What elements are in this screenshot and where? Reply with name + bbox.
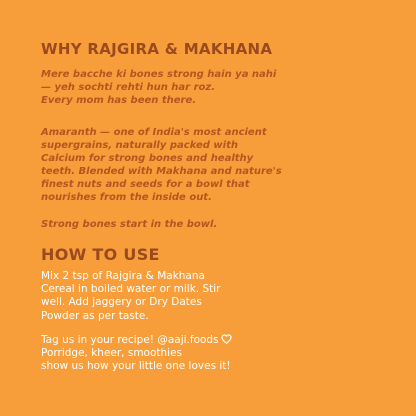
- intro-line: — yeh sochti rehti hun har roz.: [41, 82, 216, 93]
- heart-outline-icon: [221, 334, 232, 344]
- amaranth-line: finest nuts and seeds for a bowl that: [41, 179, 250, 190]
- instruction-line: Powder as per taste.: [41, 309, 149, 322]
- tag-line: show us how your little one loves it!: [41, 360, 231, 373]
- instruction-line: Cereal in boiled water or milk. Stir: [41, 283, 221, 296]
- intro-paragraph: [41, 68, 401, 107]
- instruction-line: well. Add jaggery or Dry Dates: [41, 296, 202, 309]
- closing-line: [41, 218, 401, 231]
- amaranth-line: nourishes from the inside out.: [41, 192, 212, 203]
- how-to-use-heading: HOW TO USE: [41, 245, 160, 264]
- closing-text: Strong bones start in the bowl.: [41, 219, 218, 230]
- amaranth-line: teeth. Blended with Makhana and nature's: [41, 166, 282, 177]
- intro-line: Mere bacche ki bones strong hain ya nahi: [41, 69, 277, 80]
- tag-text: Tag us in your recipe! @aaji.foods: [41, 334, 219, 346]
- tag-line: [41, 334, 401, 347]
- tag-line: Porridge, kheer, smoothies: [41, 347, 183, 360]
- amaranth-line: supergrains, naturally packed with: [41, 140, 238, 151]
- instructions-paragraph: [41, 270, 401, 323]
- why-heading: WHY RAJGIRA & MAKHANA: [41, 40, 273, 58]
- amaranth-paragraph: [41, 126, 401, 204]
- instruction-line: Mix 2 tsp of Rajgira & Makhana: [41, 270, 205, 282]
- intro-line: Every mom has been there.: [41, 95, 197, 106]
- tag-paragraph: [41, 334, 401, 374]
- amaranth-line: Calcium for strong bones and healthy: [41, 153, 254, 164]
- amaranth-line: Amaranth — one of India's most ancient: [41, 127, 267, 138]
